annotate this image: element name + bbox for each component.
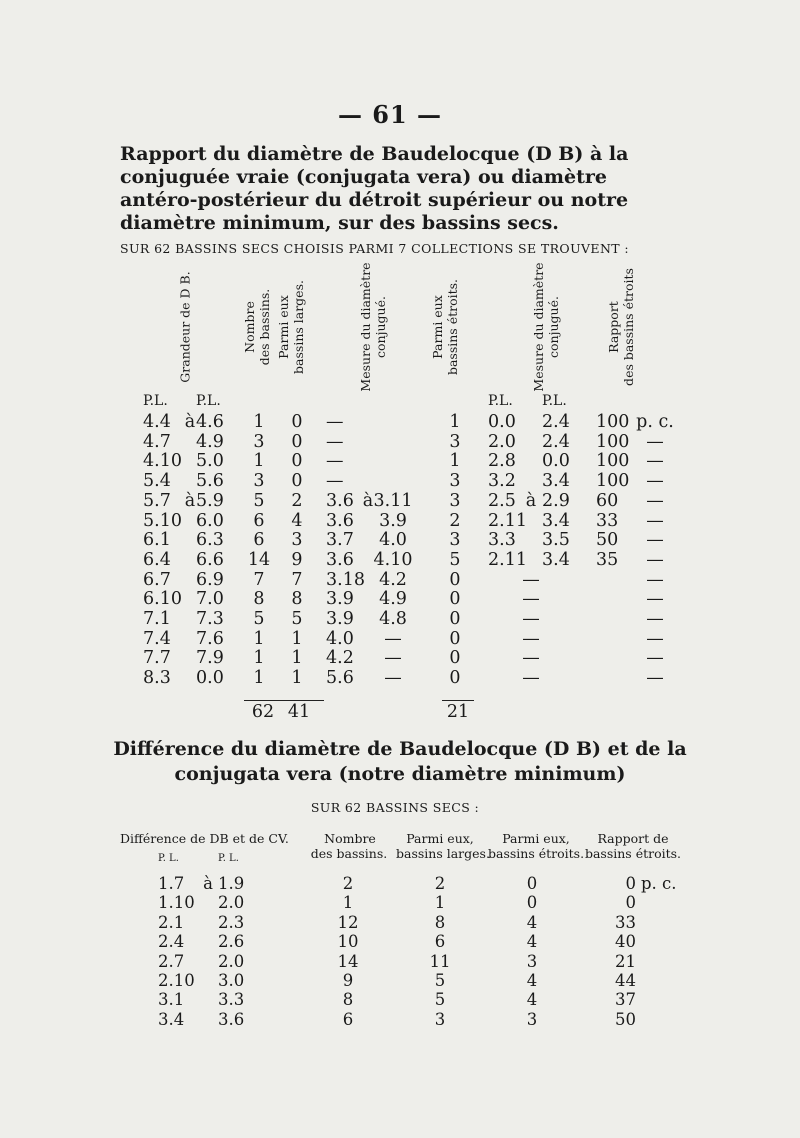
cell-rs: — bbox=[646, 609, 664, 629]
cell-m1b: 4.9 bbox=[379, 589, 407, 610]
cell-d2: 3.6 bbox=[218, 1009, 245, 1029]
cell-n: 14 bbox=[337, 951, 359, 971]
cell-e: 2 bbox=[449, 510, 461, 531]
cell-m2s: — bbox=[522, 668, 540, 689]
cell-db1: 6.4 bbox=[143, 549, 171, 570]
cell-db1: 7.1 bbox=[143, 609, 171, 629]
header-larges bbox=[272, 262, 310, 392]
cell-l: 1 bbox=[291, 668, 303, 689]
cell-m1a: — bbox=[326, 431, 344, 452]
cell-e: 3 bbox=[449, 431, 461, 452]
cell-rs: — bbox=[646, 510, 664, 531]
total-line-left bbox=[244, 700, 324, 701]
cell-db2: 7.3 bbox=[196, 609, 224, 629]
cell-n: 3 bbox=[253, 431, 265, 452]
cell-r: 33 bbox=[615, 912, 636, 932]
cell-r: 100 bbox=[596, 412, 630, 432]
table-row bbox=[0, 668, 800, 689]
cell-d2: 2.3 bbox=[218, 912, 245, 932]
cell-e: 0 bbox=[526, 874, 538, 893]
cell-l: 1 bbox=[291, 628, 303, 649]
cell-r: 37 bbox=[615, 990, 636, 1010]
unit-db-from: P.L. bbox=[143, 393, 168, 409]
header-mesure-etroits-line1: Mesure du diamètre bbox=[531, 262, 546, 392]
cell-n: 5 bbox=[253, 609, 265, 629]
cell-m2s: — bbox=[522, 569, 540, 590]
header-nombre-line2: des bassins. bbox=[257, 288, 272, 366]
cell-db1: 4.4 bbox=[143, 412, 171, 432]
t2-header-rapport-line1: Rapport de bbox=[597, 831, 669, 846]
cell-rs: — bbox=[646, 451, 664, 472]
cell-d1: 3.4 bbox=[158, 1009, 185, 1029]
cell-r: 0 bbox=[625, 874, 636, 893]
cell-sep: à bbox=[184, 412, 196, 432]
table-row bbox=[0, 952, 800, 973]
cell-db2: 5.0 bbox=[196, 451, 224, 472]
t2-header-diff: Différence de DB et de CV. bbox=[120, 831, 289, 846]
cell-r: 50 bbox=[615, 1009, 636, 1029]
cell-d2: 2.6 bbox=[218, 932, 245, 952]
cell-m2b: 3.4 bbox=[542, 471, 570, 492]
cell-db1: 6.1 bbox=[143, 530, 171, 551]
table2-title: Différence du diamètre de Baudelocque (D B) et de la conjugata vera (notre diamètre minimum) bbox=[113, 738, 687, 785]
cell-n: 1 bbox=[253, 451, 265, 472]
cell-e: 0 bbox=[449, 668, 461, 689]
cell-e: 3 bbox=[449, 490, 461, 511]
table-row bbox=[0, 913, 800, 934]
cell-d1: 3.1 bbox=[158, 990, 185, 1010]
cell-m2a: 0.0 bbox=[488, 412, 516, 432]
cell-n: 14 bbox=[247, 549, 271, 570]
cell-n: 12 bbox=[337, 912, 359, 932]
header-grandeur-label: Grandeur de D B. bbox=[177, 271, 193, 383]
table1-caption: SUR 62 BASSINS SECS CHOISIS PARMI 7 COLLECTIONS SE TROUVENT : bbox=[120, 241, 630, 256]
unit-db-to: P.L. bbox=[196, 393, 221, 409]
header-etroits-line1: Parmi eux bbox=[430, 295, 445, 359]
header-mesure-etroits-line2: conjugué. bbox=[546, 296, 561, 358]
cell-m1a: 3.9 bbox=[326, 589, 354, 610]
cell-r: 44 bbox=[615, 971, 636, 990]
cell-l: 1 bbox=[434, 893, 446, 913]
cell-n: 7 bbox=[253, 569, 265, 590]
cell-r: 60 bbox=[596, 490, 619, 511]
cell-db2: 6.0 bbox=[196, 510, 224, 531]
cell-m2a: 2.11 bbox=[488, 510, 527, 531]
cell-n: 1 bbox=[253, 628, 265, 649]
cell-db1: 6.10 bbox=[143, 589, 182, 610]
cell-e: 3 bbox=[449, 530, 461, 551]
table-row bbox=[0, 451, 800, 472]
cell-r: 50 bbox=[596, 530, 619, 551]
cell-e: 0 bbox=[526, 893, 538, 913]
cell-n: 1 bbox=[253, 668, 265, 689]
cell-m2b: 2.9 bbox=[542, 490, 570, 511]
cell-db2: 4.9 bbox=[196, 431, 224, 452]
cell-db1: 4.7 bbox=[143, 431, 171, 452]
table1-title: Rapport du diamètre de Baudelocque (D B) à la conjuguée vraie (conjugata vera) ou diamètre antéro-postérieur du détroit supérieur ou notre diamètre minimum, sur des bassins secs. bbox=[120, 143, 629, 234]
cell-m1b: — bbox=[384, 668, 402, 689]
cell-d2: 2.0 bbox=[218, 951, 245, 971]
t2-header-nombre-line1: Nombre bbox=[324, 831, 376, 846]
cell-db1: 4.10 bbox=[143, 451, 182, 472]
cell-m2b: 2.4 bbox=[542, 431, 570, 452]
cell-n: 1 bbox=[253, 648, 265, 669]
cell-m1a: — bbox=[326, 412, 344, 432]
cell-n: 6 bbox=[253, 530, 265, 551]
table-row bbox=[0, 412, 800, 433]
cell-db1: 5.4 bbox=[143, 471, 171, 492]
cell-e: 0 bbox=[449, 589, 461, 610]
header-nombre-line1: Nombre bbox=[242, 301, 257, 353]
cell-m1b: 4.8 bbox=[379, 609, 407, 629]
t2-header-nombre-line2: des bassins. bbox=[310, 846, 388, 861]
cell-m2s: — bbox=[522, 648, 540, 669]
cell-d2: 2.0 bbox=[218, 893, 245, 913]
cell-e: 1 bbox=[449, 412, 461, 432]
cell-m1a: 4.2 bbox=[326, 648, 354, 669]
cell-m1a: 3.7 bbox=[326, 530, 354, 551]
cell-db2: 4.6 bbox=[196, 412, 224, 432]
cell-db1: 7.4 bbox=[143, 628, 171, 649]
t2-header-larges-line1: Parmi eux, bbox=[406, 831, 474, 846]
cell-m1a: 3.18 bbox=[326, 569, 365, 590]
cell-m1b: 4.10 bbox=[373, 549, 413, 570]
table1-unit-row bbox=[0, 393, 800, 414]
header-rapport-line2: des bassins étroits bbox=[621, 268, 636, 386]
cell-d2: 3.3 bbox=[218, 990, 245, 1010]
total-larges: 41 bbox=[287, 702, 311, 722]
cell-m2b: 2.4 bbox=[542, 412, 570, 432]
cell-l: 1 bbox=[291, 648, 303, 669]
cell-d1: 1.10 bbox=[158, 893, 195, 913]
table-row bbox=[0, 589, 800, 610]
cell-m2b: 3.4 bbox=[542, 510, 570, 531]
table-row bbox=[0, 550, 800, 571]
table-row bbox=[0, 511, 800, 532]
cell-rs: — bbox=[646, 589, 664, 610]
cell-rs: — bbox=[646, 549, 664, 570]
cell-e: 5 bbox=[449, 549, 461, 570]
cell-m1b: 3.11 bbox=[373, 490, 413, 511]
cell-db1: 8.3 bbox=[143, 668, 171, 689]
cell-db2: 6.9 bbox=[196, 569, 224, 590]
cell-n: 1 bbox=[342, 893, 354, 913]
cell-l: 6 bbox=[434, 932, 446, 952]
cell-l: 3 bbox=[434, 1009, 446, 1029]
cell-db1: 6.7 bbox=[143, 569, 171, 590]
header-mesure-larges bbox=[354, 262, 392, 392]
cell-m2b: 3.4 bbox=[542, 549, 570, 570]
t2-unit-from: P. L. bbox=[158, 853, 179, 864]
table-row bbox=[0, 893, 800, 914]
cell-m1a: 3.6 bbox=[326, 549, 354, 570]
cell-l: 2 bbox=[434, 874, 446, 893]
unit-m2-to: P.L. bbox=[542, 393, 567, 409]
table-row bbox=[0, 570, 800, 591]
header-larges-line1: Parmi eux bbox=[276, 295, 291, 359]
header-larges-line2: bassins larges. bbox=[291, 280, 306, 374]
table-row bbox=[0, 629, 800, 650]
cell-m1b: — bbox=[384, 628, 402, 649]
table-row bbox=[0, 874, 800, 895]
cell-rs: — bbox=[646, 668, 664, 689]
cell-d1: 2.10 bbox=[158, 971, 195, 990]
cell-l: 8 bbox=[434, 912, 446, 932]
cell-e: 0 bbox=[449, 569, 461, 590]
cell-rs: p. c. bbox=[636, 412, 674, 432]
cell-m2a: 3.3 bbox=[488, 530, 516, 551]
cell-e: 0 bbox=[449, 628, 461, 649]
cell-d1: 1.7 bbox=[158, 874, 185, 893]
cell-db2: 6.3 bbox=[196, 530, 224, 551]
t2-header-rapport bbox=[584, 831, 682, 861]
table-row bbox=[0, 491, 800, 512]
cell-l: 0 bbox=[291, 451, 303, 472]
cell-l: 9 bbox=[291, 549, 303, 570]
cell-e: 4 bbox=[526, 971, 538, 990]
cell-l: 2 bbox=[291, 490, 303, 511]
cell-m2s: — bbox=[522, 628, 540, 649]
cell-d1: 2.7 bbox=[158, 951, 185, 971]
cell-rs: — bbox=[646, 431, 664, 452]
cell-l: 0 bbox=[291, 471, 303, 492]
cell-d2: 1.9 bbox=[218, 874, 245, 893]
total-etroits: 21 bbox=[446, 702, 470, 722]
cell-db2: 0.0 bbox=[196, 668, 224, 689]
header-mesure-etroits bbox=[527, 262, 565, 392]
cell-m2s: — bbox=[522, 589, 540, 610]
table-row bbox=[0, 648, 800, 669]
table-row bbox=[0, 932, 800, 953]
table2-caption: SUR 62 BASSINS SECS : bbox=[310, 800, 480, 815]
cell-rs: — bbox=[646, 569, 664, 590]
cell-l: 0 bbox=[291, 431, 303, 452]
cell-n: 10 bbox=[337, 932, 359, 952]
cell-r: 21 bbox=[615, 951, 636, 971]
cell-l: 8 bbox=[291, 589, 303, 610]
cell-e: 1 bbox=[449, 451, 461, 472]
cell-sep: à bbox=[203, 874, 213, 893]
t2-header-etroits-line2: bassins étroits. bbox=[488, 846, 585, 861]
cell-rs: — bbox=[646, 628, 664, 649]
cell-rs: — bbox=[646, 490, 664, 511]
page-number: — 61 — bbox=[337, 100, 443, 129]
cell-l: 4 bbox=[291, 510, 303, 531]
cell-n: 6 bbox=[342, 1009, 354, 1029]
cell-m2a: 2.0 bbox=[488, 431, 516, 452]
header-rapport-line1: Rapport bbox=[606, 301, 621, 353]
cell-db2: 6.6 bbox=[196, 549, 224, 570]
cell-l: 0 bbox=[291, 412, 303, 432]
cell-m2b: 3.5 bbox=[542, 530, 570, 551]
table-row bbox=[0, 471, 800, 492]
cell-l: 3 bbox=[291, 530, 303, 551]
cell-m1s: à bbox=[362, 490, 374, 511]
cell-db1: 5.10 bbox=[143, 510, 182, 531]
cell-m2s: à bbox=[525, 490, 537, 511]
cell-l: 7 bbox=[291, 569, 303, 590]
cell-r: 100 bbox=[596, 471, 630, 492]
t2-header-rapport-line2: bassins étroits. bbox=[584, 846, 682, 861]
cell-e: 0 bbox=[449, 609, 461, 629]
cell-n: 9 bbox=[342, 971, 354, 990]
table-row bbox=[0, 609, 800, 630]
cell-e: 3 bbox=[526, 951, 538, 971]
cell-m1a: 4.0 bbox=[326, 628, 354, 649]
header-etroits-line2: bassins étroits. bbox=[445, 278, 460, 376]
cell-db1: 7.7 bbox=[143, 648, 171, 669]
cell-m1b: — bbox=[384, 648, 402, 669]
header-mesure-larges-line1: Mesure du diamètre bbox=[358, 262, 373, 392]
cell-db2: 7.9 bbox=[196, 648, 224, 669]
cell-e: 4 bbox=[526, 912, 538, 932]
cell-n: 1 bbox=[253, 412, 265, 432]
cell-db2: 7.0 bbox=[196, 589, 224, 610]
cell-n: 6 bbox=[253, 510, 265, 531]
cell-n: 8 bbox=[342, 990, 354, 1010]
total-line-right bbox=[442, 700, 474, 701]
total-nombre: 62 bbox=[251, 702, 275, 722]
cell-m1b: 3.9 bbox=[379, 510, 407, 531]
header-rapport bbox=[602, 262, 640, 392]
cell-rs: p. c. bbox=[641, 874, 677, 893]
cell-db2: 5.9 bbox=[196, 490, 224, 511]
cell-m2a: 2.5 bbox=[488, 490, 516, 511]
cell-e: 3 bbox=[449, 471, 461, 492]
cell-m1a: 3.6 bbox=[326, 490, 354, 511]
cell-e: 3 bbox=[526, 1009, 538, 1029]
cell-db2: 5.6 bbox=[196, 471, 224, 492]
cell-m1a: 3.6 bbox=[326, 510, 354, 531]
cell-m2b: 0.0 bbox=[542, 451, 570, 472]
t2-header-nombre bbox=[312, 831, 388, 861]
table-row bbox=[0, 432, 800, 453]
cell-sep: à bbox=[184, 490, 196, 511]
cell-d1: 2.1 bbox=[158, 912, 185, 932]
unit-m2-from: P.L. bbox=[488, 393, 513, 409]
cell-rs: — bbox=[646, 471, 664, 492]
cell-db2: 7.6 bbox=[196, 628, 224, 649]
cell-m2a: 2.11 bbox=[488, 549, 527, 570]
cell-m1b: 4.0 bbox=[379, 530, 407, 551]
cell-n: 5 bbox=[253, 490, 265, 511]
cell-m1a: — bbox=[326, 451, 344, 472]
cell-m2a: 3.2 bbox=[488, 471, 516, 492]
cell-m1b: 4.2 bbox=[379, 569, 407, 590]
table-row bbox=[0, 990, 800, 1011]
cell-l: 5 bbox=[291, 609, 303, 629]
table-row bbox=[0, 530, 800, 551]
cell-rs: — bbox=[646, 530, 664, 551]
header-nombre bbox=[238, 262, 276, 392]
cell-m1a: 5.6 bbox=[326, 668, 354, 689]
cell-r: 40 bbox=[615, 932, 636, 952]
cell-l: 11 bbox=[429, 951, 451, 971]
table-row bbox=[0, 1010, 800, 1031]
cell-d2: 3.0 bbox=[218, 971, 245, 990]
cell-rs: — bbox=[646, 648, 664, 669]
cell-n: 2 bbox=[342, 874, 354, 893]
cell-n: 8 bbox=[253, 589, 265, 610]
cell-e: 4 bbox=[526, 932, 538, 952]
cell-r: 33 bbox=[596, 510, 619, 531]
t2-header-larges bbox=[396, 831, 490, 861]
cell-e: 4 bbox=[526, 990, 538, 1010]
header-grandeur bbox=[166, 262, 204, 392]
cell-r: 100 bbox=[596, 451, 630, 472]
cell-n: 3 bbox=[253, 471, 265, 492]
cell-m1a: — bbox=[326, 471, 344, 492]
header-etroits bbox=[426, 262, 464, 392]
t2-header-etroits bbox=[488, 831, 584, 861]
cell-db1: 5.7 bbox=[143, 490, 171, 511]
cell-l: 5 bbox=[434, 971, 446, 990]
t2-header-etroits-line1: Parmi eux, bbox=[502, 831, 570, 846]
table-row bbox=[0, 971, 800, 992]
t2-unit-to: P. L. bbox=[218, 853, 239, 864]
cell-r: 35 bbox=[596, 549, 619, 570]
cell-m2a: 2.8 bbox=[488, 451, 516, 472]
cell-m2s: — bbox=[522, 609, 540, 629]
cell-r: 0 bbox=[625, 893, 636, 913]
header-mesure-larges-line2: conjugué. bbox=[373, 296, 388, 358]
cell-r: 100 bbox=[596, 431, 630, 452]
cell-m1a: 3.9 bbox=[326, 609, 354, 629]
cell-d1: 2.4 bbox=[158, 932, 185, 952]
t2-header-larges-line2: bassins larges. bbox=[396, 846, 490, 861]
cell-e: 0 bbox=[449, 648, 461, 669]
cell-l: 5 bbox=[434, 990, 446, 1010]
